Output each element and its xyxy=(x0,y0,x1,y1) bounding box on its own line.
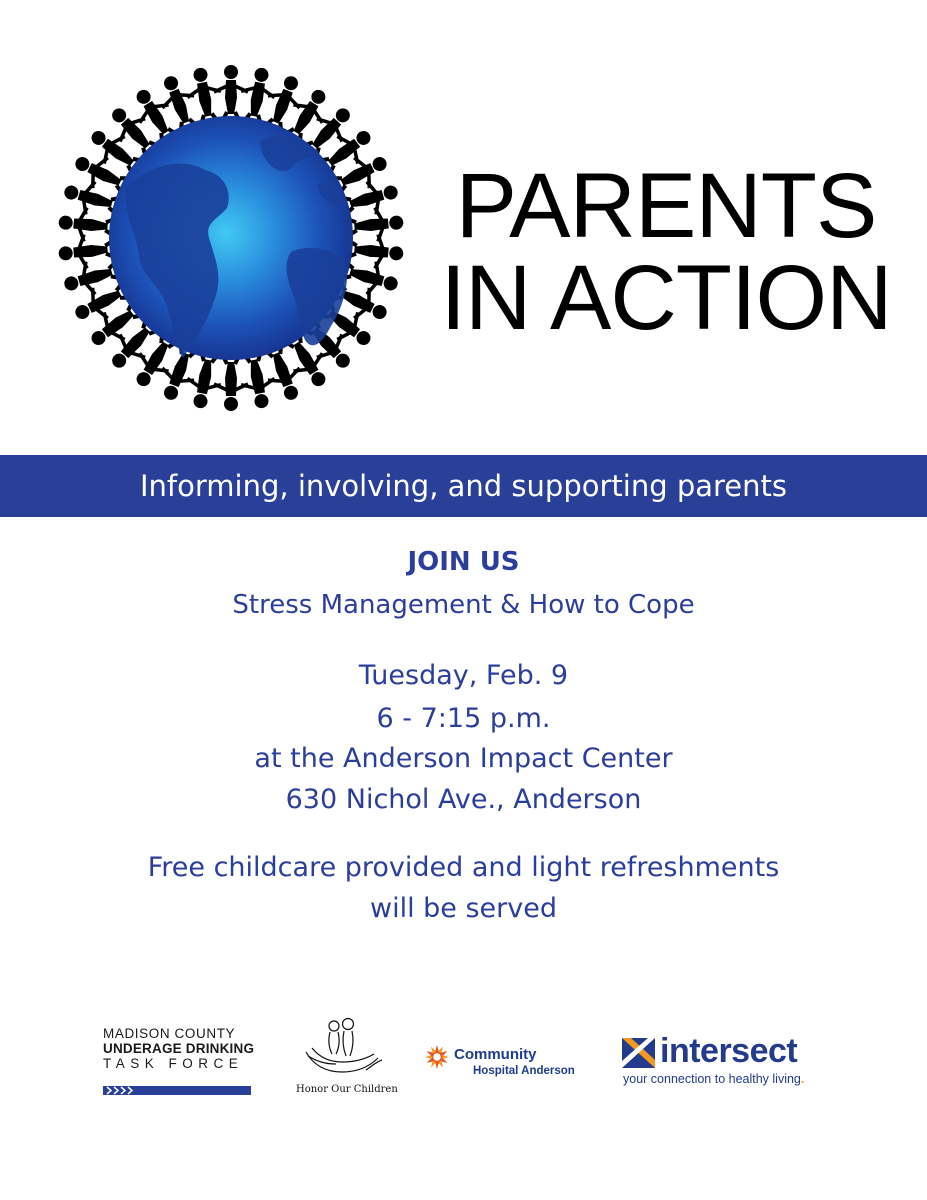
intersect-tagline xyxy=(623,1072,804,1086)
globe-people-logo xyxy=(55,62,407,414)
madison-line-3: TASK FORCE xyxy=(103,1056,244,1071)
honor-our-children-logo xyxy=(296,1014,398,1099)
person-figure xyxy=(57,232,115,271)
title-line-1: PARENTS xyxy=(455,155,877,257)
person-figure xyxy=(347,205,405,244)
event-time: 6 - 7:15 p.m. xyxy=(376,703,551,734)
event-date: Tuesday, Feb. 9 xyxy=(358,660,569,691)
chevron-bar-icon xyxy=(103,1086,251,1095)
person-figure xyxy=(236,351,280,411)
sunburst-ray xyxy=(425,1055,432,1059)
intersect-wordmark: intersect xyxy=(660,1032,798,1070)
event-venue: at the Anderson Impact Center xyxy=(254,743,673,774)
intersect-tagline-text: your connection to healthy living xyxy=(623,1072,801,1086)
person-figure xyxy=(183,65,227,125)
x-square-icon xyxy=(622,1038,655,1068)
childcare-note-line-2: will be served xyxy=(369,893,557,924)
sunburst-ray xyxy=(435,1045,439,1052)
sunburst-ray xyxy=(442,1055,449,1059)
tagline-banner xyxy=(0,455,927,517)
globe-with-people-ring-icon xyxy=(55,62,407,414)
title-line-2: IN ACTION xyxy=(440,247,892,349)
event-address: 630 Nichol Ave., Anderson xyxy=(285,784,642,815)
intersect-tagline-dot: . xyxy=(800,1072,805,1086)
hands-holding-family-icon xyxy=(296,1014,391,1084)
event-topic: Stress Management & How to Cope xyxy=(232,590,695,620)
childcare-note-line-1: Free childcare provided and light refreshments xyxy=(147,852,780,883)
tagline-text: Informing, involving, and supporting parents xyxy=(139,469,788,503)
community-name: Community xyxy=(454,1046,537,1063)
madison-line-1: MADISON COUNTY xyxy=(103,1026,236,1041)
join-us-heading: JOIN US xyxy=(407,547,520,577)
sunburst-ray xyxy=(435,1062,439,1069)
hospital-name: Hospital Anderson xyxy=(473,1065,575,1077)
madison-line-2: UNDERAGE DRINKING xyxy=(103,1041,255,1056)
community-hospital-logo xyxy=(424,1044,584,1084)
sunburst-icon xyxy=(424,1044,450,1070)
madison-county-logo xyxy=(103,1026,255,1094)
honor-label: Honor Our Children xyxy=(296,1084,398,1095)
intersect-logo xyxy=(622,1032,822,1091)
